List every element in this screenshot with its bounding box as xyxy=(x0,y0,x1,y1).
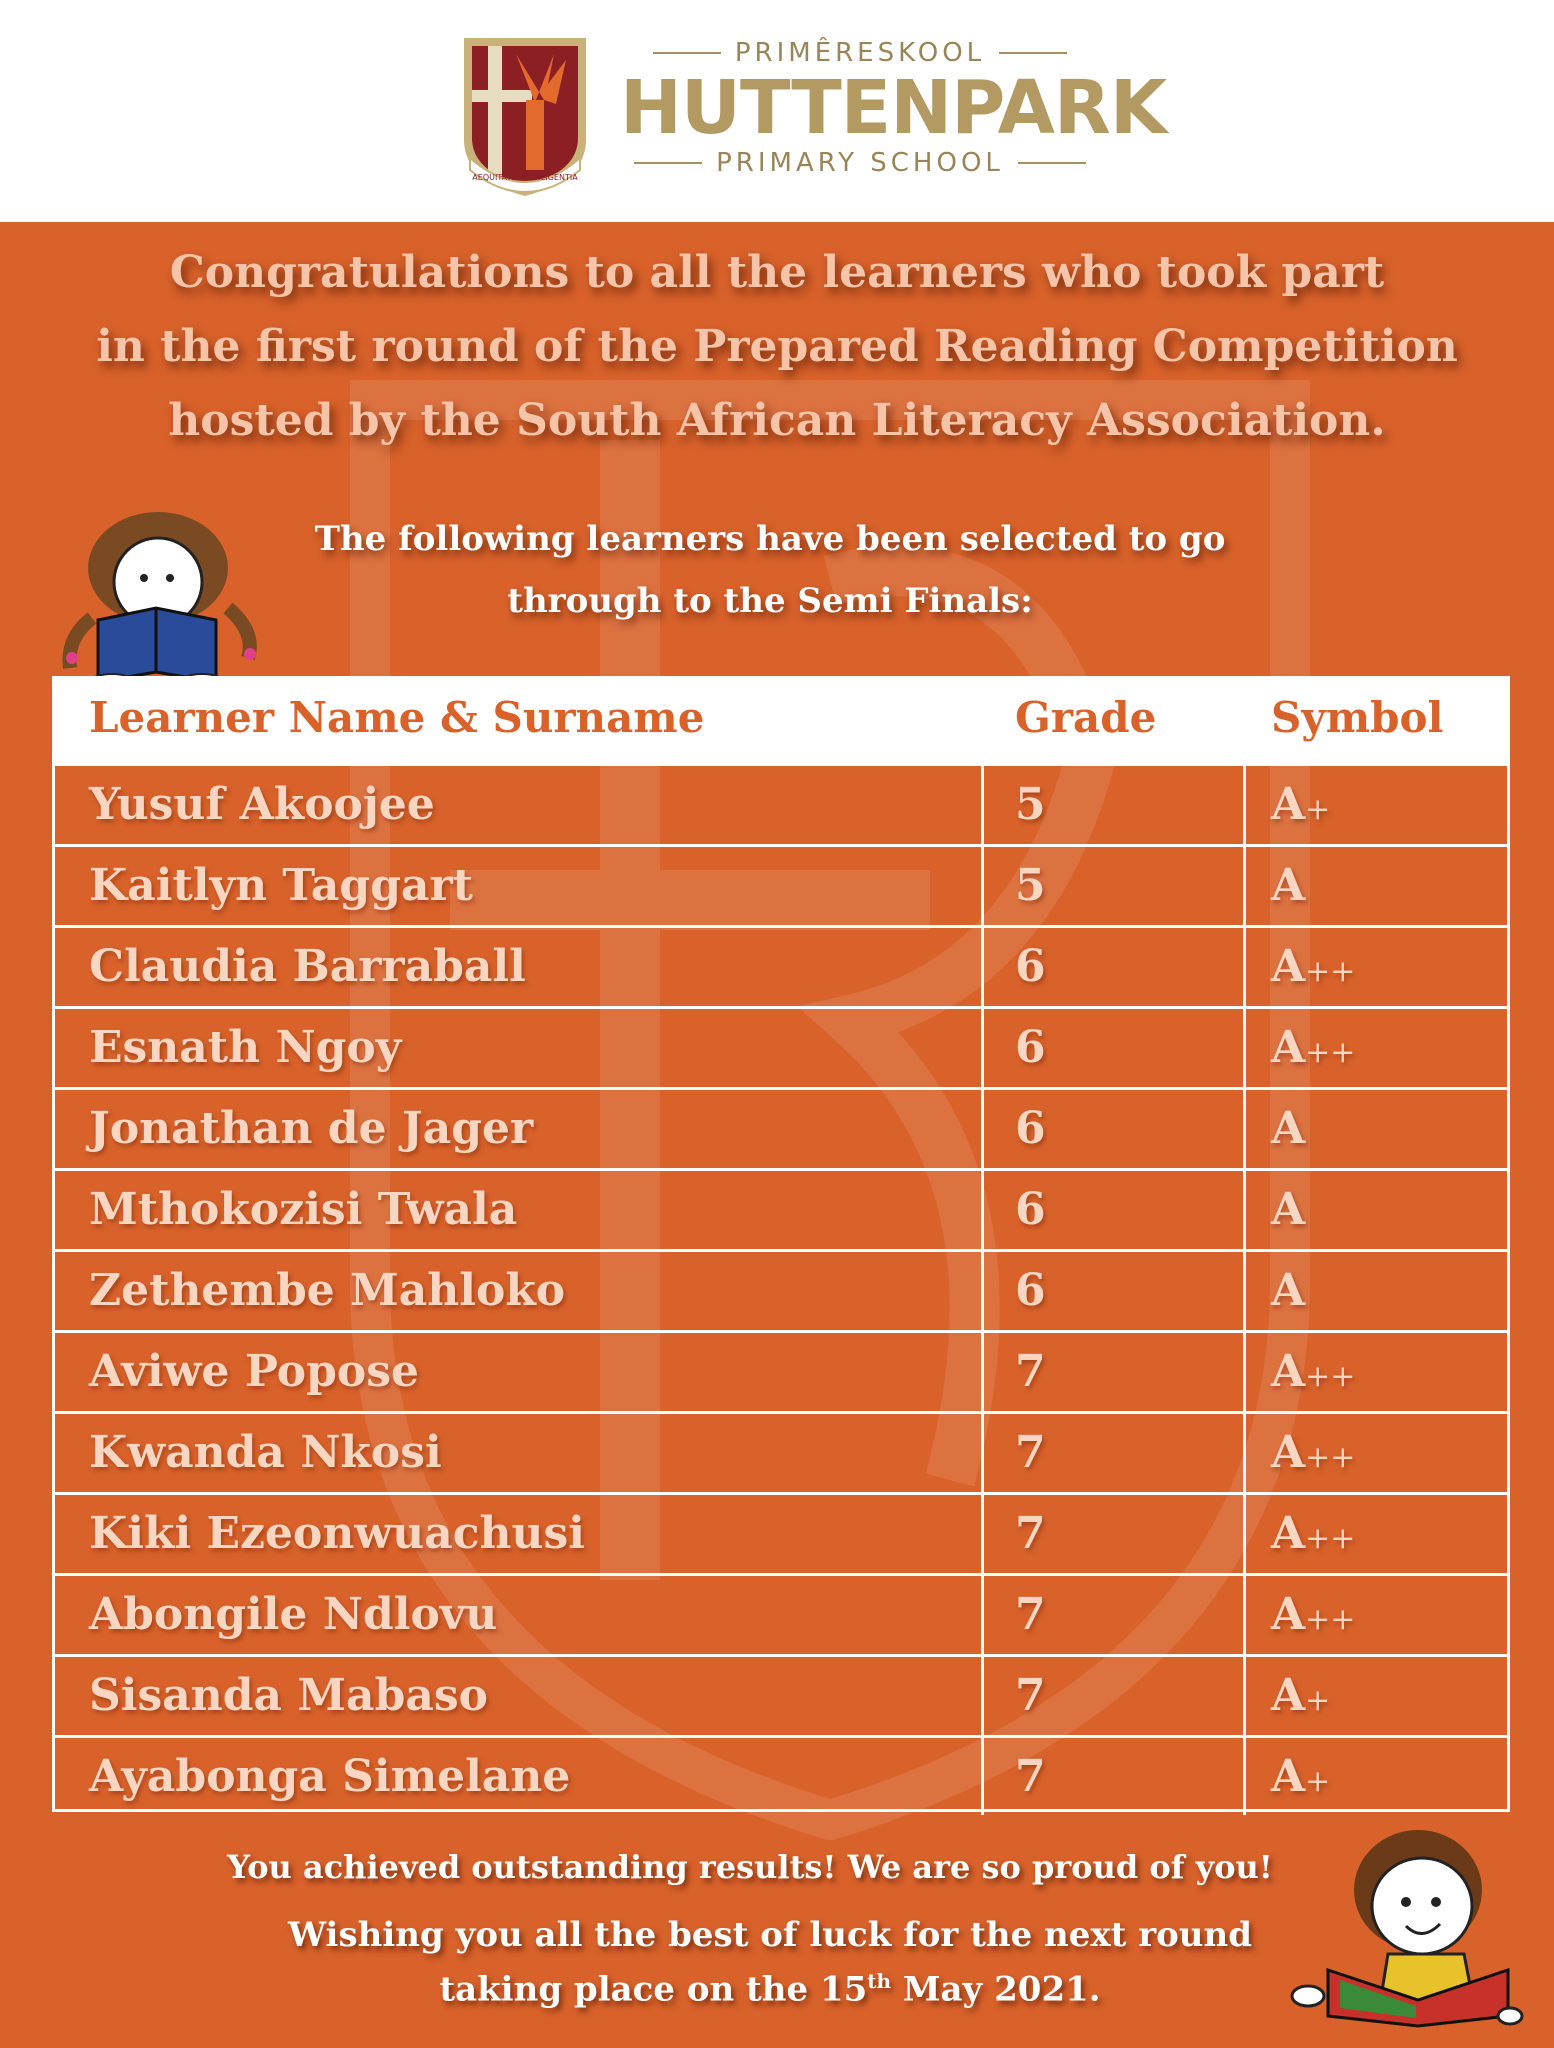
proud-message: You achieved outstanding results! We are so proud of you! xyxy=(227,1848,1273,1886)
good-luck-line-2: taking place on the 15th May 2021. xyxy=(439,1969,1101,2010)
learner-name: Kwanda Nkosi xyxy=(89,1427,442,1478)
table-row xyxy=(55,1330,1507,1411)
selection-line-1: The following learners have been selected to go xyxy=(314,519,1226,559)
school-wordmark xyxy=(620,38,1167,178)
table-row xyxy=(55,763,1507,844)
learner-grade: 5 xyxy=(1015,779,1046,830)
table-row xyxy=(55,1735,1507,1816)
learner-grade: 6 xyxy=(1015,1184,1046,1235)
learner-symbol: A+ xyxy=(1271,779,1331,830)
learner-name: Claudia Barraball xyxy=(89,941,526,992)
learner-name: Jonathan de Jager xyxy=(89,1103,534,1154)
table-row xyxy=(55,1654,1507,1735)
learner-grade: 7 xyxy=(1015,1346,1046,1397)
svg-text:AEQUITATE AC DILIGENTIA: AEQUITATE AC DILIGENTIA xyxy=(472,173,578,182)
results-table xyxy=(52,676,1510,1812)
intro-line-2: in the first round of the Prepared Reading Competition xyxy=(96,321,1458,372)
table-row xyxy=(55,925,1507,1006)
school-name-english: PRIMARY SCHOOL xyxy=(620,148,1100,178)
column-header-grade: Grade xyxy=(1015,693,1157,742)
intro-line-3: hosted by the South African Literacy Association. xyxy=(168,395,1386,446)
learner-symbol: A++ xyxy=(1271,1508,1356,1559)
learner-symbol: A xyxy=(1271,860,1306,911)
learner-grade: 7 xyxy=(1015,1670,1046,1721)
selection-line-2: through to the Semi Finals: xyxy=(507,581,1033,621)
learner-symbol: A++ xyxy=(1271,1022,1356,1073)
column-divider xyxy=(981,763,984,1815)
school-header xyxy=(0,0,1554,222)
table-row xyxy=(55,1249,1507,1330)
table-row xyxy=(55,1492,1507,1573)
table-row xyxy=(55,1168,1507,1249)
learner-name: Abongile Ndlovu xyxy=(89,1589,498,1640)
column-header-symbol: Symbol xyxy=(1271,693,1444,742)
learner-grade: 7 xyxy=(1015,1427,1046,1478)
learner-grade: 7 xyxy=(1015,1589,1046,1640)
learner-grade: 6 xyxy=(1015,1103,1046,1154)
learner-grade: 6 xyxy=(1015,1022,1046,1073)
good-luck-line-1: Wishing you all the best of luck for the next round xyxy=(287,1915,1253,1955)
learner-grade: 5 xyxy=(1015,860,1046,911)
school-name: HUTTENPARK xyxy=(620,65,1167,151)
semi-finals-message xyxy=(220,508,1320,632)
learner-name: Yusuf Akoojee xyxy=(89,779,435,830)
learner-name: Zethembe Mahloko xyxy=(89,1265,566,1316)
congratulations-message xyxy=(30,236,1524,458)
column-header-name: Learner Name & Surname xyxy=(89,693,705,742)
learner-name: Kiki Ezeonwuachusi xyxy=(89,1508,585,1559)
column-divider xyxy=(1243,763,1246,1815)
table-row xyxy=(55,1573,1507,1654)
table-row xyxy=(55,1087,1507,1168)
learner-name: Mthokozisi Twala xyxy=(89,1184,518,1235)
learner-grade: 6 xyxy=(1015,941,1046,992)
learner-symbol: A++ xyxy=(1271,1589,1356,1640)
learner-name: Sisanda Mabaso xyxy=(89,1670,488,1721)
learner-name: Aviwe Popose xyxy=(89,1346,419,1397)
learner-symbol: A++ xyxy=(1271,941,1356,992)
table-row xyxy=(55,1411,1507,1492)
learner-grade: 7 xyxy=(1015,1508,1046,1559)
learner-grade: 6 xyxy=(1015,1265,1046,1316)
phoenix-crest-icon xyxy=(456,30,594,200)
table-row xyxy=(55,844,1507,925)
learner-symbol: A++ xyxy=(1271,1427,1356,1478)
intro-line-1: Congratulations to all the learners who took part xyxy=(169,247,1385,298)
learner-name: Esnath Ngoy xyxy=(89,1022,402,1073)
school-name-afrikaans: PRIMÊRESKOOL xyxy=(620,38,1100,68)
learner-grade: 7 xyxy=(1015,1751,1046,1802)
learner-symbol: A xyxy=(1271,1184,1306,1235)
learner-name: Kaitlyn Taggart xyxy=(89,860,473,911)
learner-symbol: A+ xyxy=(1271,1751,1331,1802)
learner-symbol: A+ xyxy=(1271,1670,1331,1721)
boy-reading-book-icon xyxy=(1288,1820,1524,2030)
learner-symbol: A++ xyxy=(1271,1346,1356,1397)
table-row xyxy=(55,1006,1507,1087)
learner-symbol: A xyxy=(1271,1265,1306,1316)
good-luck-message xyxy=(220,1912,1320,2012)
learner-name: Ayabonga Simelane xyxy=(89,1751,571,1802)
table-header xyxy=(55,679,1507,763)
learner-symbol: A xyxy=(1271,1103,1306,1154)
